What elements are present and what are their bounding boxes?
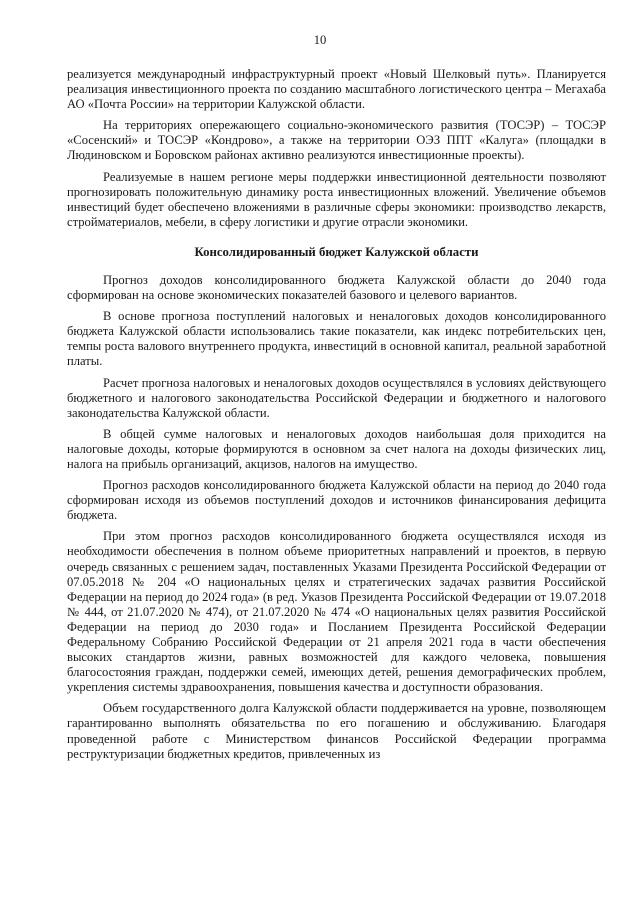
page-number: 10 (313, 33, 327, 47)
paragraph: На территориях опережающего социально-экономического развития (ТОСЭР) – ТОСЭР «Сосенский» и ТОСЭР «Кондрово», а также на территории ОЭЗ ППТ «Калуга» (площадки в Людиновском и Боровском районах активно реализуются инвестиционные проекты). (67, 118, 606, 163)
paragraph: В общей сумме налоговых и неналоговых доходов наибольшая доля приходится на налоговые доходы, которые формируются в основном за счет налога на доходы физических лиц, налога на прибыль организаций, акцизов, налогов на имущество. (67, 426, 606, 471)
paragraph: Объем государственного долга Калужской области поддерживается на уровне, позволяющем гарантированно выполнять обязательства по его погашению и обслуживанию. Благодаря проведенной работе с Министерством финансов Российской Федерации программа реструктуризации бюджетных кредитов, привлеченных из (67, 701, 606, 761)
paragraph: Прогноз расходов консолидированного бюджета Калужской области на период до 2040 года сформирован исходя из объемов поступлений доходов и источников финансирования дефицита бюджета. (67, 478, 606, 523)
document-body (67, 67, 606, 768)
paragraph: При этом прогноз расходов консолидированного бюджета осуществлялся исходя из необходимости обеспечения в полном объеме приоритетных направлений и проектов, в первую очередь связанных с решением задач, поставленных Указами Президента Российской Федерации от 07.05.2018 № 204 «О национальных целях и стратегических задачах развития Российской Федерации на период до 2024 года» (в ред. Указов Президента Российской Федерации от 19.07.2018 № 444, от 21.07.2020 № 474), от 21.07.2020 № 474 «О национальных целях развития Российской Федерации на период до 2030 года» и Посланием Президента Российской Федерации Федеральному Собранию Российской Федерации от 21 апреля 2021 года в части обеспечения высоких стандартов жизни, равных возможностей для каждого человека, повышения благосостояния граждан, поддержки семей, имеющих детей, решения демографических проблем, укрепления системы здравоохранения, повышения качества и доступности образования. (67, 529, 606, 695)
paragraph: В основе прогноза поступлений налоговых и неналоговых доходов консолидированного бюджета Калужской области использовались такие показатели, как индекс потребительских цен, темпы роста валового внутреннего продукта, инвестиций в основной капитал, реальной заработной платы. (67, 309, 606, 369)
paragraph: Расчет прогноза налоговых и неналоговых доходов осуществлялся в условиях действующего бюджетного и налогового законодательства Российской Федерации и бюджетного и налогового законодательства Калужской области. (67, 375, 606, 420)
intro-section (67, 67, 606, 230)
budget-section (67, 273, 606, 762)
section-heading: Консолидированный бюджет Калужской области (194, 244, 479, 259)
paragraph: Реализуемые в нашем регионе меры поддержки инвестиционной деятельности позволяют прогнозировать положительную динамику роста инвестиционных вложений. Увеличение объемов инвестиций будет обеспечено вложениями в различные сферы экономики: производство лекарств, стройматериалов, мебели, в сферу логистики и другие отрасли экономики. (67, 169, 606, 229)
paragraph: Прогноз доходов консолидированного бюджета Калужской области до 2040 года сформирован на основе экономических показателей базового и целевого вариантов. (67, 272, 606, 303)
paragraph: реализуется международный инфраструктурный проект «Новый Шелковый путь». Планируется реализация инвестиционного проекта по созданию масштабного логистического центра – Мегахаба АО «Почта России» на территории Калужской области. (67, 67, 606, 112)
